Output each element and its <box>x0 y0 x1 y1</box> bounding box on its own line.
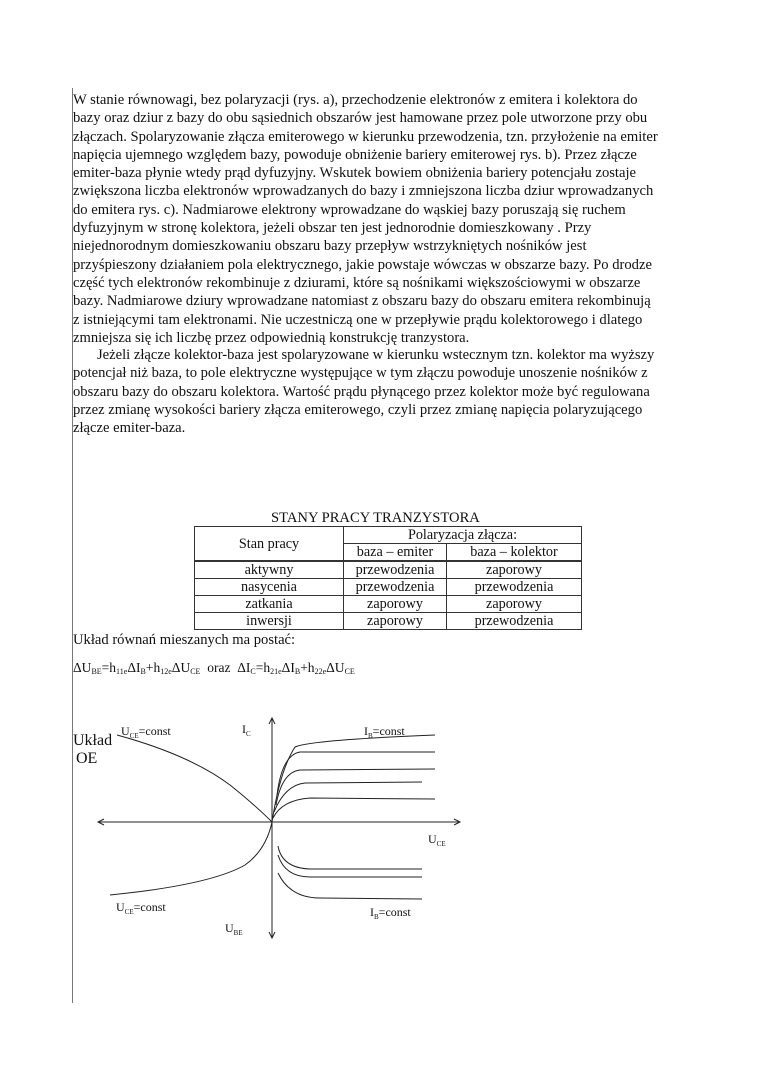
text-line: część tych elektronów rekombinuje z dziurami, które są nośnikami większościowymi w obszarze <box>73 274 641 291</box>
text-line: obszaru bazy do obszaru kolektora. Wartość prądu płynącego przez kolektor może być regulowana <box>73 383 650 400</box>
text-line: przyśpieszony działaniem pola elektrycznego, jakie powstaje wówczas w obszarze bazy. Po drodze <box>73 256 652 273</box>
label-part: U <box>116 900 125 914</box>
text-line: napięcia ujemnego względem bazy, powoduje obniżenie bariery emiterowej rys. b). Przez złącze <box>73 146 637 163</box>
output-curve-neg <box>278 855 422 877</box>
label-part: =const <box>372 724 405 738</box>
label-part: I <box>364 724 368 738</box>
label-uce <box>428 832 446 848</box>
text-line: z istniejącymi tam elektronami. Nie uczestniczą one w przepływie prądu kolektorowego i dlatego <box>73 311 643 328</box>
output-curve <box>273 798 435 818</box>
label-part: =const <box>378 905 411 919</box>
output-curve <box>274 782 422 812</box>
eq-term: ΔI <box>127 660 141 675</box>
eq-sub: 12e <box>160 667 172 676</box>
label-sub: CE <box>129 732 139 740</box>
label-sub: B <box>368 732 373 740</box>
label-part: U <box>428 832 437 846</box>
cell: inwersji <box>195 613 344 630</box>
eq-sub: B <box>140 667 146 676</box>
eq-sub: 21e <box>270 667 282 676</box>
text-line: zwiększona liczba elektronów wprowadzanych do bazy i zmniejszona liczba dziur wprowadzanych <box>73 183 654 200</box>
cell: aktywny <box>195 561 344 579</box>
eq-sub: B <box>294 667 301 676</box>
eq-term: =h <box>255 660 271 675</box>
text-line: niejednorodnym domieszkowaniu obszaru bazy przepływ wstrzykniętych nośników jest <box>73 238 587 255</box>
label-sub: BE <box>233 929 243 937</box>
cell: zaporowy <box>447 561 582 579</box>
text-line: do emitera rys. c). Nadmiarowe elektrony wprowadzane do wąskiej bazy poruszają się ruchem <box>73 201 626 218</box>
cell: zaporowy <box>447 596 582 613</box>
eq-term: +h <box>300 660 315 675</box>
label-sub: CE <box>436 840 446 848</box>
label-uce-const-top <box>121 724 171 740</box>
cell: zaporowy <box>344 596 447 613</box>
output-curve-neg <box>278 846 422 869</box>
output-curve <box>272 735 435 822</box>
label-sub: B <box>374 913 379 921</box>
eq-term: ΔU <box>171 660 191 675</box>
eq-sub: CE <box>344 667 355 676</box>
label-ib-const-bottom <box>370 905 411 921</box>
eq-sub: CE <box>190 667 201 676</box>
table-title: STANY PRACY TRANZYSTORA <box>271 510 480 526</box>
eq-sub: C <box>250 667 256 676</box>
text-line: bazy. Nadmiarowe dziury wprowadzane natomiast z obszaru bazy do obszaru emitera rekombinują <box>73 293 651 310</box>
eq-sub: 11e <box>116 667 128 676</box>
diagram-title-line: Układ <box>73 732 113 749</box>
text-line: potencjał niż baza, to pole elektryczne występujące w tym złączu powoduje unoszenie nośników z <box>73 365 648 382</box>
label-ube <box>225 921 243 937</box>
header-base-emitter: baza – emiter <box>344 544 447 562</box>
input-curve-bottom <box>110 822 272 895</box>
label-part: I <box>242 722 246 736</box>
cell: zaporowy <box>344 613 447 630</box>
eq-connector: oraz <box>207 660 231 675</box>
cell: przewodzenia <box>344 579 447 596</box>
cell: przewodzenia <box>344 561 447 579</box>
label-ib-const-top <box>364 724 405 740</box>
label-ic <box>242 722 251 738</box>
eq-term: =h <box>101 660 117 675</box>
header-base-collector: baza – kolektor <box>447 544 582 562</box>
cell: przewodzenia <box>447 579 582 596</box>
label-part: I <box>370 905 374 919</box>
eq-sub: 22e <box>314 667 327 676</box>
text-line: złączach. Spolaryzowanie złącza emiterowego w kierunku przewodzenia, tzn. przyłożenie na emiter <box>73 128 658 145</box>
label-part: =const <box>133 900 166 914</box>
text-line: bazy oraz dziur z bazy do obu sąsiednich obszarów jest hamowane przez pole utworzone przy obu <box>73 110 648 127</box>
text-line: Jeżeli złącze kolektor-baza jest spolaryzowane w kierunku wstecznym tzn. kolektor ma wyższy <box>97 347 655 363</box>
eq-term: ΔU <box>73 660 92 675</box>
text-line: zmniejsza się ich liczbę przez odpowiednią konstrukcję tranzystora. <box>73 329 470 346</box>
label-part: U <box>121 724 130 738</box>
label-uce-const-bottom <box>116 900 166 916</box>
eq-term: ΔU <box>326 660 345 675</box>
input-curve-top <box>117 735 272 822</box>
label-sub: C <box>246 730 251 738</box>
eq-sub: BE <box>91 667 102 676</box>
text-line: emiter-baza płynie wtedy prąd dyfuzyjny. Wskutek bowiem obniżenia bariery potencjału zostaje <box>73 165 636 182</box>
output-curve <box>277 752 435 795</box>
eq-term: +h <box>145 660 161 675</box>
label-part: U <box>225 921 234 935</box>
text-line: dyfuzyjnym w stronę kolektora, jeżeli obszar ten jest jednorodnie domieszkowany . Przy <box>73 220 592 237</box>
header-state: Stan pracy <box>195 527 344 562</box>
cell: nasycenia <box>195 579 344 596</box>
header-polarization: Polaryzacja złącza: <box>344 527 582 544</box>
equations-intro: Układ równań mieszanych ma postać: <box>73 632 296 648</box>
text-line: przez zmianę wysokości bariery złącza emiterowego, czyli przez zmianę napięcia polaryzującego <box>73 401 643 418</box>
diagram-title-line: OE <box>76 750 98 767</box>
text-line: W stanie równowagi, bez polaryzacji (rys. a), przechodzenie elektronów z emitera i kolektora do <box>73 92 638 108</box>
eq-term: ΔI <box>237 660 251 675</box>
eq-term: ΔI <box>281 660 295 675</box>
cell: zatkania <box>195 596 344 613</box>
label-part: =const <box>138 724 171 738</box>
label-sub: CE <box>124 908 134 916</box>
text-line: złącze emiter-baza. <box>73 420 186 437</box>
cell: przewodzenia <box>447 613 582 630</box>
